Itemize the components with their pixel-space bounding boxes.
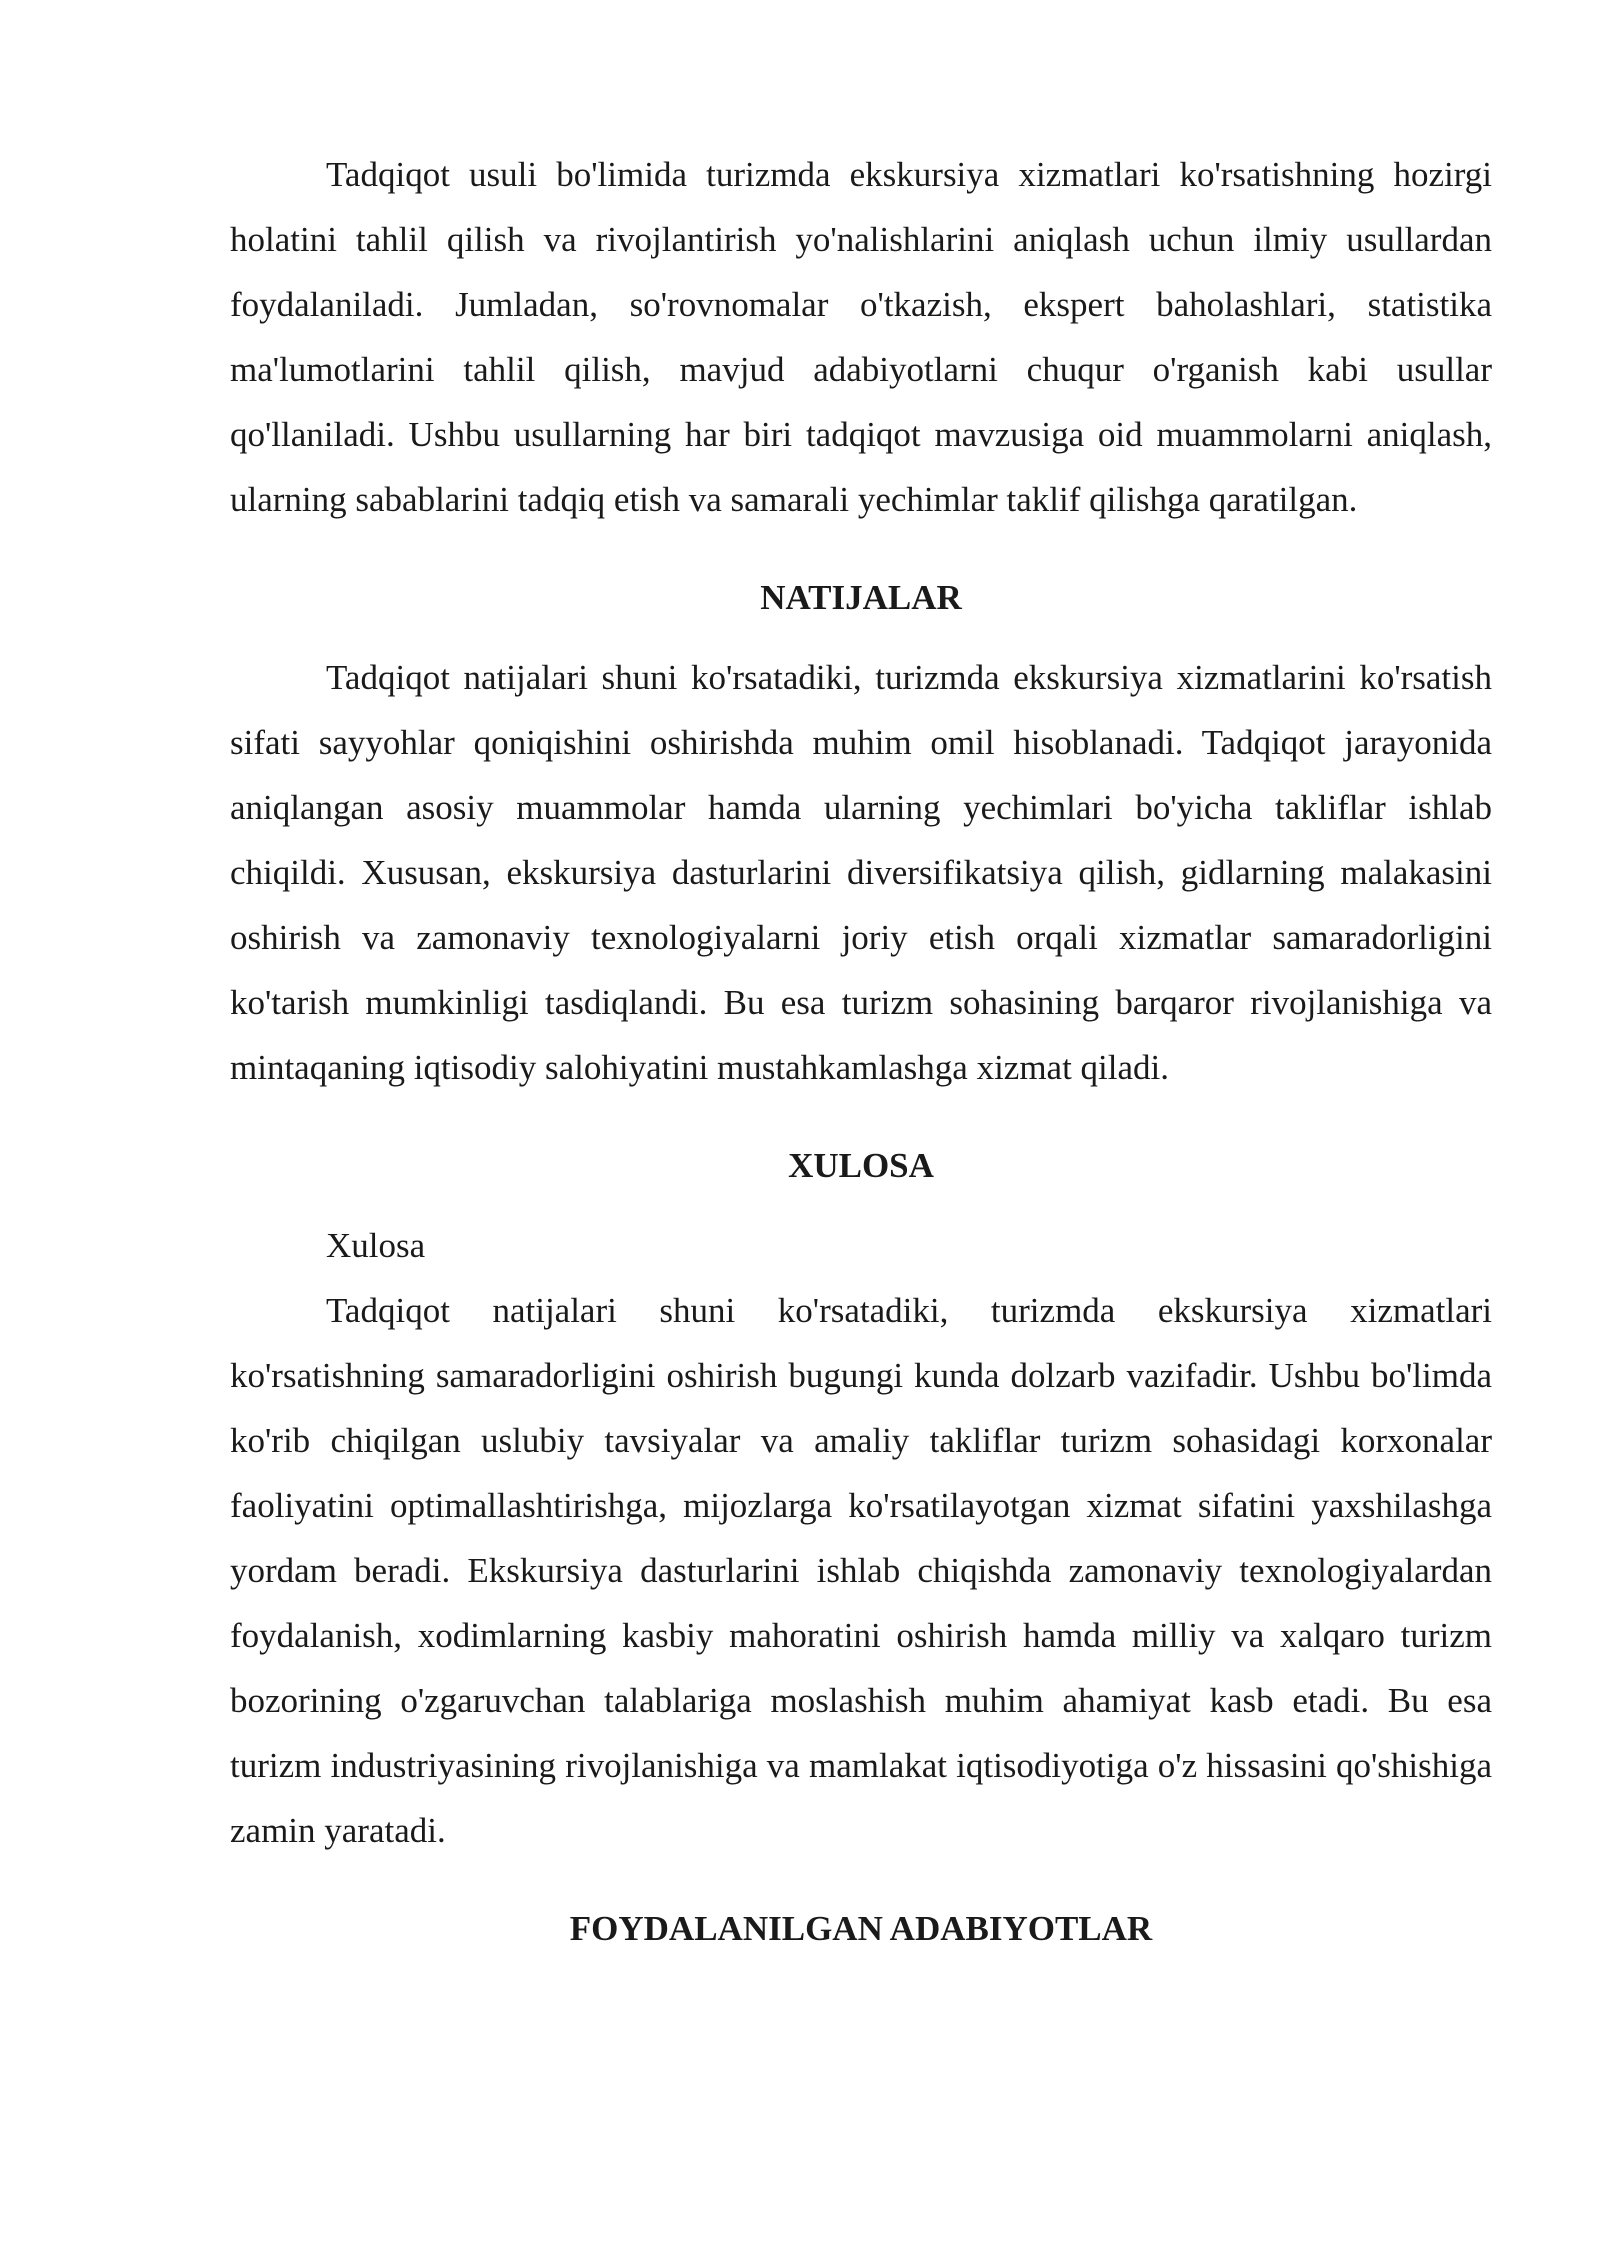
- conclusion-heading: XULOSA: [788, 1146, 934, 1185]
- conclusion-paragraph: Tadqiqot natijalari shuni ko'rsatadiki, turizmda ekskursiya xizmatlari ko'rsatishning samaradorligini oshirish bugungi kunda dolzarb vazifadir. Ushbu bo'limda ko'rib chiqilgan uslubiy tavsiyalar va amaliy takliflar turizm sohasidagi korxonalar faoliyatini optimallashtirishga, mijozlarga ko'rsatilayotgan xizmat sifatini yaxshilashga yordam beradi. Ekskursiya dasturlarini ishlab chiqishda zamonaviy texnologiyalardan foydalanish, xodimlarning kasbiy mahoratini oshirish hamda milliy va xalqaro turizm bozorining o'zgaruvchan talablariga moslashish muhim ahamiyat kasb etadi. Bu esa turizm industriyasining rivojlanishiga va mamlakat iqtisodiyotiga o'z hissasini qo'shishiga zamin yaratadi.: [230, 1291, 1492, 1850]
- document-page: [230, 142, 1492, 1961]
- method-paragraph: Tadqiqot usuli bo'limida turizmda ekskursiya xizmatlari ko'rsatishning hozirgi holatini tahlil qilish va rivojlantirish yo'nalishlarini aniqlash uchun ilmiy usullardan foydalaniladi. Jumladan, so'rovnomalar o'tkazish, ekspert baholashlari, statistika ma'lumotlarini tahlil qilish, mavjud adabiyotlarni chuqur o'rganish kabi usullar qo'llaniladi. Ushbu usullarning har biri tadqiqot mavzusiga oid muammolarni aniqlash, ularning sabablarini tadqiq etish va samarali yechimlar taklif qilishga qaratilgan.: [230, 155, 1492, 519]
- results-paragraph: Tadqiqot natijalari shuni ko'rsatadiki, turizmda ekskursiya xizmatlarini ko'rsatish sifati sayyohlar qoniqishini oshirishda muhim omil hisoblanadi. Tadqiqot jarayonida aniqlangan asosiy muammolar hamda ularning yechimlari bo'yicha takliflar ishlab chiqildi. Xususan, ekskursiya dasturlarini diversifikatsiya qilish, gidlarning malakasini oshirish va zamonaviy texnologiyalarni joriy etish orqali xizmatlar samaradorligini ko'tarish mumkinligi tasdiqlandi. Bu esa turizm sohasining barqaror rivojlanishiga va mintaqaning iqtisodiy salohiyatini mustahkamlashga xizmat qiladi.: [230, 658, 1492, 1087]
- references-heading: FOYDALANILGAN ADABIYOTLAR: [569, 1909, 1153, 1948]
- results-heading: NATIJALAR: [760, 578, 962, 617]
- conclusion-label: Xulosa: [326, 1226, 426, 1265]
